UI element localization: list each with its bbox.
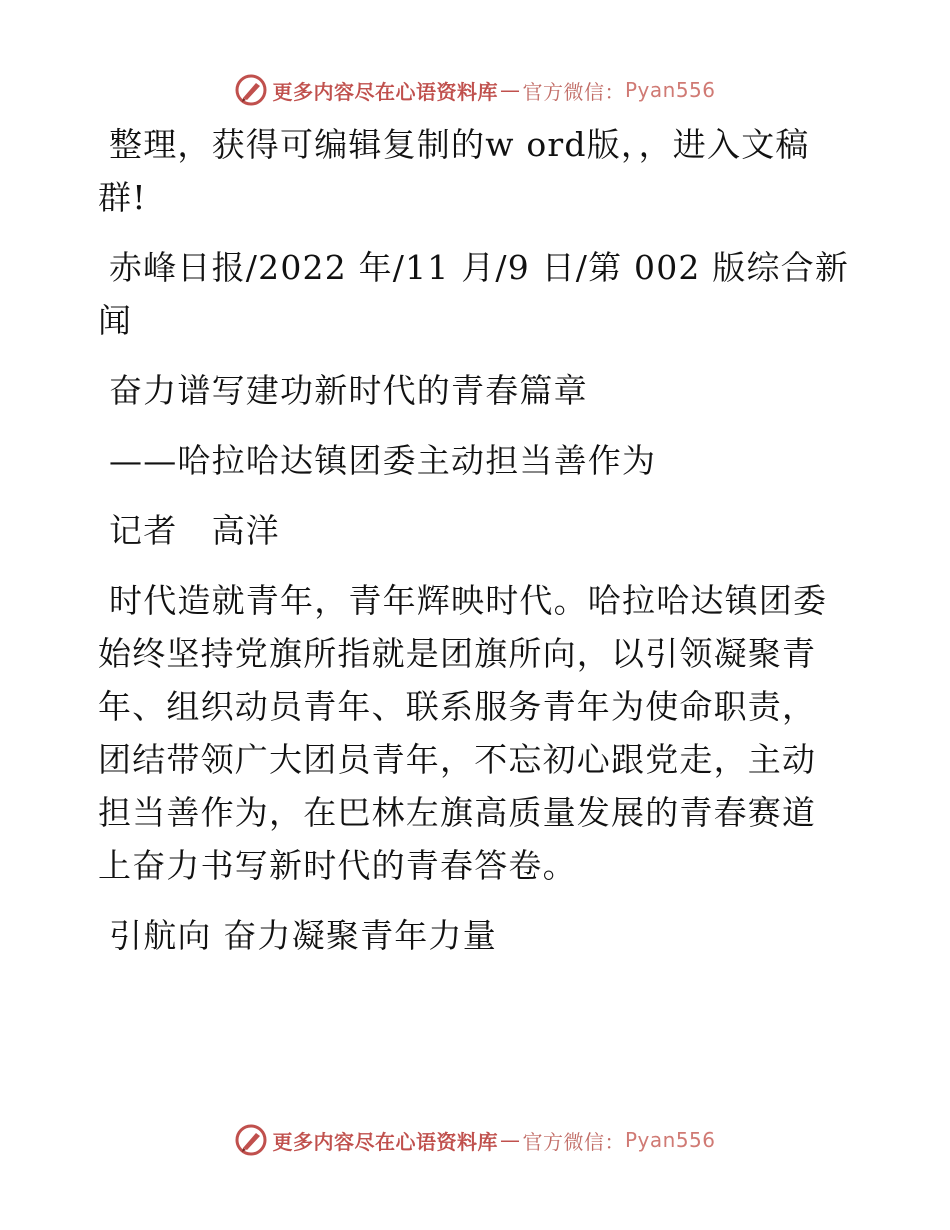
watermark-separator: — — [499, 78, 521, 102]
byline: 记者 高洋 — [109, 511, 280, 550]
watermark-separator: — — [499, 1128, 521, 1152]
body-paragraph: 时代造就青年，青年辉映时代。哈拉哈达镇团委始终坚持党旗所指就是团旗所向，以引领凝聚青年、组织动员青年、联系服务青年为使命职责，团结带领广大团员青年，不忘初心跟党走，主动担当善作为，在巴林左旗高质量发展的青春赛道上奋力书写新时代的青春答卷。 — [98, 581, 828, 885]
pen-logo-icon — [234, 73, 268, 107]
watermark-wechat-label: 官方微信： — [522, 79, 625, 104]
article-title: 奋力谱写建功新时代的青春篇章 — [109, 371, 588, 410]
pen-logo-icon — [234, 1123, 268, 1157]
section-heading: 引航向 奋力凝聚青年力量 — [109, 916, 497, 955]
document-body — [98, 118, 850, 979]
watermark-wechat-label: 官方微信： — [522, 1129, 625, 1154]
article-subtitle: ——哈拉哈达镇团委主动担当善作为 — [109, 441, 657, 480]
watermark-brand: 更多内容尽在心语资料库 — [272, 1129, 498, 1154]
watermark-wechat-id: Pyan556 — [624, 78, 716, 102]
watermark-brand: 更多内容尽在心语资料库 — [272, 79, 498, 104]
footer-watermark — [0, 1122, 950, 1158]
watermark-wechat-id: Pyan556 — [624, 1128, 716, 1152]
header-watermark — [0, 72, 950, 108]
intro-paragraph: 整理，获得可编辑复制的w ord版，，进入文稿群! — [98, 125, 810, 217]
source-line: 赤峰日报/2022 年/11 月/9 日/第 002 版综合新闻 — [98, 248, 850, 340]
